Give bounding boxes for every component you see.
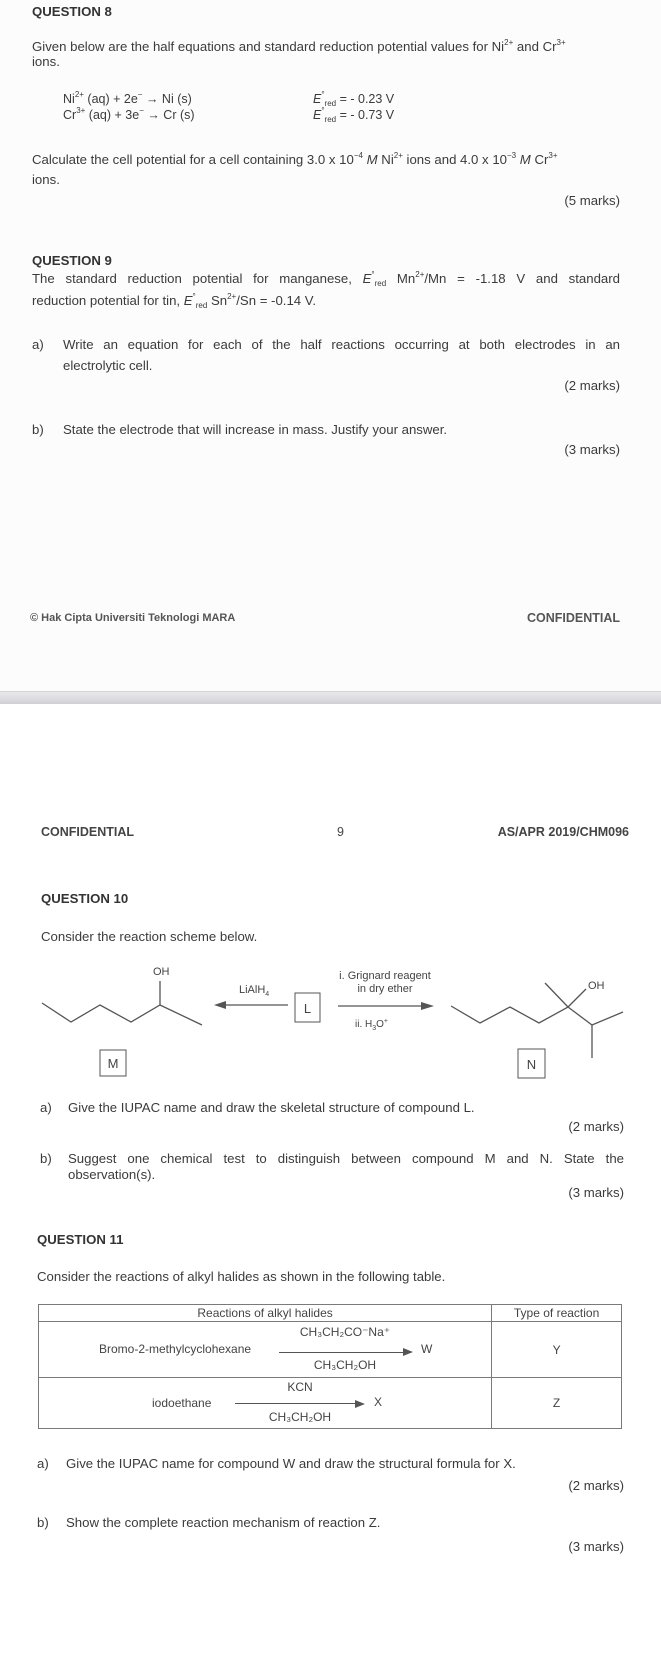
question-9-intro <box>32 271 620 287</box>
potential-value: = - 0.23 V <box>336 92 395 106</box>
reagent-subscript: 4 <box>265 991 270 998</box>
question-9-title: QUESTION 9 <box>32 253 112 268</box>
reactant: iodoethane <box>152 1396 212 1410</box>
e-symbol: E <box>362 271 372 286</box>
footer-copyright: © Hak Cipta Universiti Teknologi MARA <box>30 612 236 624</box>
product: X <box>374 1395 383 1409</box>
q11-part-a-text: Give the IUPAC name for compound W and draw the structural formula for X. <box>66 1456 516 1471</box>
reagent-above: CH₃CH₂CO⁻Na⁺ <box>299 1325 391 1339</box>
q9-part-a-marks: (2 marks) <box>564 378 620 393</box>
calc-text: Cr <box>530 152 549 167</box>
reaction-arrow <box>235 1378 360 1404</box>
molar-unit: M <box>366 152 378 167</box>
q9-part-a-label: a) <box>32 337 44 352</box>
footer-confidential: CONFIDENTIAL <box>526 611 620 625</box>
red-subscript: red <box>324 115 337 124</box>
charge: 2+ <box>227 292 237 301</box>
reagent-below: CH₃CH₂OH <box>313 1358 377 1372</box>
q11-part-a-label: a) <box>37 1456 49 1471</box>
reagent-above: KCN <box>287 1380 313 1394</box>
reaction-cell <box>39 1322 492 1378</box>
q11-part-b-text: Show the complete reaction mechanism of reaction Z. <box>66 1515 381 1530</box>
reagent-below: CH₃CH₂OH <box>268 1410 332 1424</box>
arrow-head-right-icon <box>421 1002 434 1010</box>
reaction-scheme <box>0 940 661 1090</box>
oh-label-m: OH <box>153 966 170 978</box>
question-8-calc <box>32 152 558 168</box>
q10-part-b-marks: (3 marks) <box>568 1185 624 1200</box>
question-10-intro: Consider the reaction scheme below. <box>41 929 258 944</box>
q9-part-b-marks: (3 marks) <box>564 442 620 457</box>
reagent-hydronium <box>355 1018 388 1032</box>
table-header-type: Type of reaction <box>492 1305 622 1322</box>
question-8-intro-line2: ions. <box>32 54 60 69</box>
page-divider <box>0 691 661 704</box>
oh-label-n: OH <box>588 980 605 992</box>
arrow-head-icon <box>355 1400 365 1408</box>
potential-ni <box>313 92 394 107</box>
q10-part-a-text: Give the IUPAC name and draw the skeletal structure of compound L. <box>68 1100 475 1115</box>
reactant: Bromo-2-methylcyclohexane <box>99 1342 252 1356</box>
degree: ° <box>371 270 375 279</box>
q11-part-b-marks: (3 marks) <box>568 1539 624 1554</box>
molar-unit: M <box>519 152 531 167</box>
reaction-type-cell: Z <box>492 1378 622 1429</box>
potential-cr <box>313 108 394 123</box>
product: W <box>421 1342 433 1356</box>
product: → Cr (s) <box>143 108 195 122</box>
reagent-text: LiAlH <box>239 984 266 996</box>
q10-part-b-text-line2: observation(s). <box>68 1167 156 1182</box>
species: Ni <box>63 92 75 106</box>
calc-text: Calculate the cell potential for a cell containing 3.0 x 10 <box>32 152 354 167</box>
table-row <box>39 1322 622 1378</box>
e-symbol: E <box>313 92 322 106</box>
header-confidential: CONFIDENTIAL <box>41 825 135 839</box>
mn-text: Mn <box>386 271 416 286</box>
reagent-liaih4 <box>239 984 269 998</box>
q10-part-a-label: a) <box>40 1100 52 1115</box>
electron-charge: − <box>139 106 144 115</box>
charge: 3+ <box>548 151 558 160</box>
charge: 2+ <box>74 90 84 99</box>
q9-part-a-text-line2: electrolytic cell. <box>63 358 153 373</box>
red-subscript: red <box>324 99 337 108</box>
q9-part-a-text: Write an equation for each of the half reactions occurring at both electrodes in an <box>63 337 620 352</box>
compound-m-structure <box>42 981 202 1025</box>
table-row <box>39 1378 622 1429</box>
e-symbol: E <box>313 108 322 122</box>
question-8-calc-line2: ions. <box>32 172 60 187</box>
alkyl-halide-reactions-table <box>38 1304 622 1429</box>
product: → Ni (s) <box>142 92 192 106</box>
exponent: −4 <box>353 151 363 160</box>
question-8-marks: (5 marks) <box>564 193 620 208</box>
sn-text: Sn <box>207 293 228 308</box>
sn-text: /Sn = -0.14 V. <box>236 293 317 308</box>
question-8-intro <box>32 39 566 55</box>
question-11-intro: Consider the reactions of alkyl halides as shown in the following table. <box>37 1269 446 1284</box>
compound-m-label: M <box>107 1056 119 1071</box>
intro-text: The standard reduction potential for manganese, <box>32 271 363 286</box>
arrow-head-icon <box>403 1348 413 1356</box>
arrow-head-left-icon <box>214 1001 226 1009</box>
q9-part-b-text: State the electrode that will increase in mass. Justify your answer. <box>63 422 448 437</box>
table-header-reactions: Reactions of alkyl halides <box>39 1305 492 1322</box>
reagent-text: O <box>376 1019 384 1030</box>
reaction-cell <box>39 1378 492 1429</box>
header-page-number: 9 <box>337 825 344 839</box>
calc-text: Ni <box>377 152 394 167</box>
compound-n-structure <box>451 983 623 1058</box>
electron-charge: − <box>137 90 143 99</box>
potential-value: = - 0.73 V <box>336 108 395 122</box>
intro-text: reduction potential for tin, <box>32 293 184 308</box>
question-9-intro-line2 <box>32 293 316 309</box>
compound-l-label: L <box>303 1001 312 1016</box>
red-subscript: red <box>195 301 208 310</box>
reagent-grignard-line2: in dry ether <box>357 983 413 995</box>
species: Cr <box>63 108 77 122</box>
reaction-type-cell: Y <box>492 1322 622 1378</box>
q10-part-a-marks: (2 marks) <box>568 1119 624 1134</box>
ni-charge: 2+ <box>504 38 514 47</box>
q11-part-b-label: b) <box>37 1515 49 1530</box>
red-subscript: red <box>374 279 387 288</box>
degree: ° <box>321 90 325 99</box>
reagent-text: ii. H <box>355 1019 373 1030</box>
exam-page-1 <box>0 0 661 691</box>
e-symbol: E <box>183 293 193 308</box>
calc-text: ions and 4.0 x 10 <box>402 152 507 167</box>
header-paper-code: AS/APR 2019/CHM096 <box>497 825 629 839</box>
q10-part-b-text: Suggest one chemical test to distinguish between compound M and N. State the <box>68 1151 624 1166</box>
charge: 2+ <box>393 151 403 160</box>
cr-charge: 3+ <box>556 38 566 47</box>
reagent-superscript: + <box>383 1018 389 1025</box>
intro-and: and Cr <box>513 39 557 54</box>
table-header-row <box>39 1305 622 1322</box>
mn-text: /Mn = -1.18 V and standard <box>424 271 620 286</box>
q9-part-b-label: b) <box>32 422 44 437</box>
degree: ° <box>192 292 196 301</box>
exponent: −3 <box>506 151 517 160</box>
half-equation-cr <box>63 108 195 123</box>
charge: 3+ <box>76 106 86 115</box>
question-10-title: QUESTION 10 <box>41 891 129 906</box>
reaction-arrow <box>279 1323 411 1353</box>
reagent-grignard-line1: i. Grignard reagent <box>339 970 431 982</box>
equation-text: (aq) + 2e <box>83 92 138 106</box>
intro-text: Given below are the half equations and standard reduction potential values for Ni <box>32 39 505 54</box>
exam-page-2 <box>0 704 661 1678</box>
degree: ° <box>321 106 325 115</box>
question-8-title: QUESTION 8 <box>32 4 112 19</box>
charge: 2+ <box>415 270 425 279</box>
q11-part-a-marks: (2 marks) <box>568 1478 624 1493</box>
equation-text: (aq) + 3e <box>85 108 140 122</box>
q10-part-b-label: b) <box>40 1151 52 1166</box>
question-11-title: QUESTION 11 <box>37 1232 124 1247</box>
compound-n-label: N <box>526 1057 537 1072</box>
reagent-subscript: 3 <box>372 1025 377 1032</box>
half-equation-ni <box>63 92 192 107</box>
